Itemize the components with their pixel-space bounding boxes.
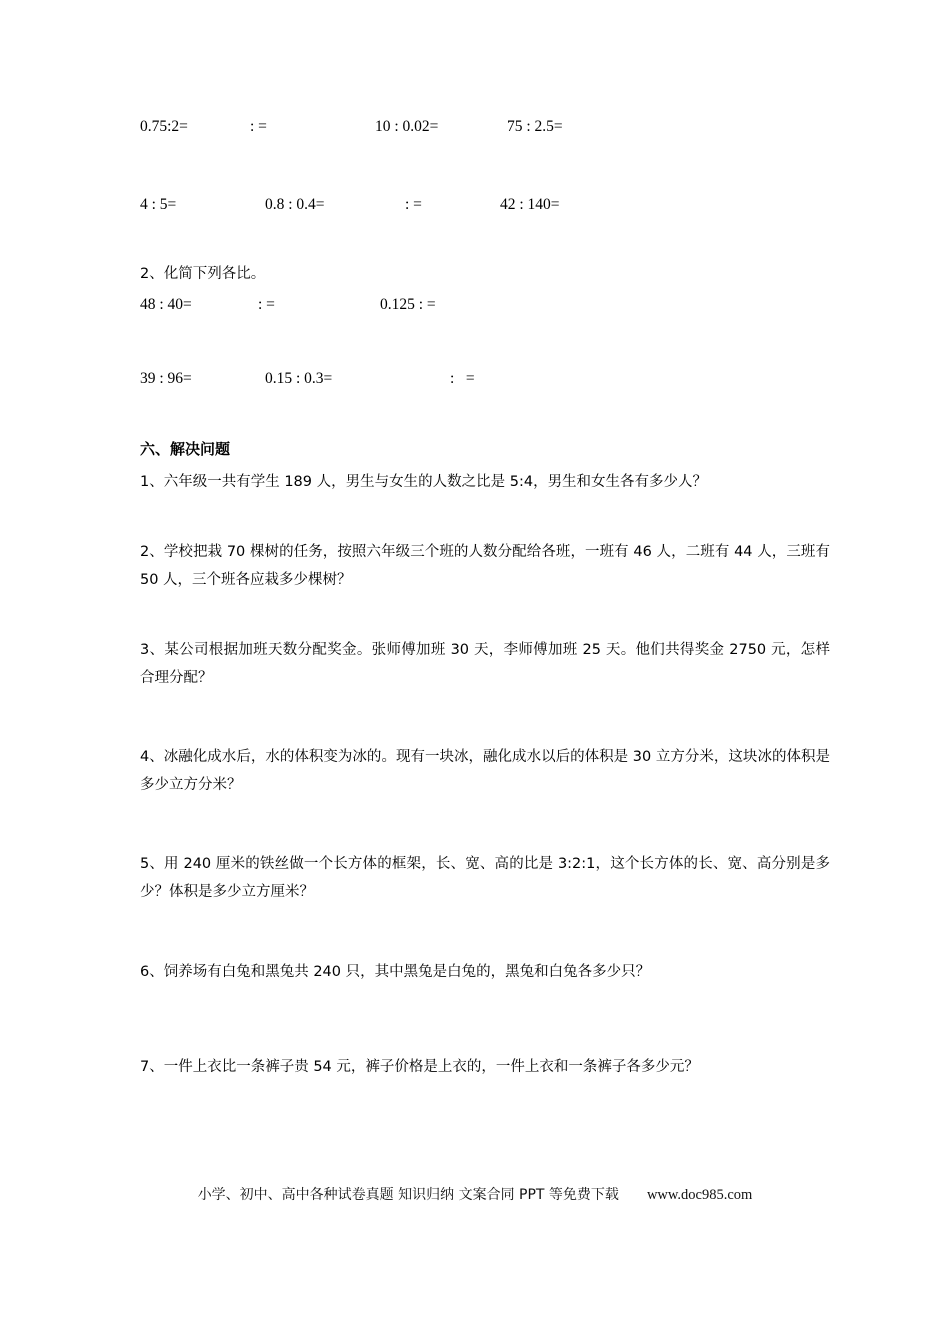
ratio-item: : = — [405, 196, 422, 213]
solve-section-heading: 六、解决问题 — [140, 440, 231, 458]
ratio-item: 42 : 140= — [500, 196, 560, 213]
ratio-exercise-row-1 — [0, 118, 950, 142]
question-item: 7、一件上衣比一条裤子贵 54 元，裤子价格是上衣的，一件上衣和一条裤子各多少元？ — [140, 1059, 699, 1075]
simplify-row-1 — [0, 296, 950, 320]
simplify-row-2 — [0, 370, 950, 394]
question-item: 1、六年级一共有学生 189 人，男生与女生的人数之比是 5:4，男生和女生各有多少人？ — [140, 474, 708, 490]
simplify-section-heading: 2、化简下列各比。 — [140, 266, 266, 282]
simplify-item: 0.125 : = — [380, 296, 436, 313]
simplify-item: 48 : 40= — [140, 296, 192, 313]
ratio-item: 10 : 0.02= — [375, 118, 439, 135]
simplify-item: : = — [450, 370, 475, 387]
footer-text: 小学、初中、高中各种试卷真题 知识归纳 文案合同 PPT 等免费下载 — [197, 1187, 619, 1203]
question-item: 2、学校把栽 70 棵树的任务，按照六年级三个班的人数分配给各班，一班有 46 人，二班有 44 人，三班有 50 人，三个班各应栽多少棵树？ — [140, 544, 830, 589]
question-item: 6、饲养场有白兔和黑兔共 240 只，其中黑兔是白兔的，黑兔和白兔各多少只？ — [140, 964, 651, 980]
ratio-item: 4 : 5= — [140, 196, 177, 213]
simplify-item: : = — [258, 296, 275, 313]
simplify-item: 0.15 : 0.3= — [265, 370, 333, 387]
question-item: 4、冰融化成水后，水的体积变为冰的。现有一块冰，融化成水以后的体积是 30 立方分米，这块冰的体积是多少立方分米？ — [140, 749, 830, 794]
ratio-exercise-row-2 — [0, 196, 950, 220]
simplify-item: 39 : 96= — [140, 370, 192, 387]
ratio-item: 0.75:2= — [140, 118, 188, 135]
question-item: 5、用 240 厘米的铁丝做一个长方体的框架，长、宽、高的比是 3:2:1，这个长方体的长、宽、高分别是多少？体积是多少立方厘米？ — [140, 856, 830, 901]
footer-url: www.doc985.com — [646, 1187, 753, 1203]
ratio-item: : = — [250, 118, 267, 135]
question-item: 3、某公司根据加班天数分配奖金。张师傅加班 30 天，李师傅加班 25 天。他们共得奖金 2750 元，怎样合理分配？ — [140, 642, 830, 687]
ratio-item: 75 : 2.5= — [507, 118, 563, 135]
ratio-item: 0.8 : 0.4= — [265, 196, 325, 213]
page-footer — [0, 1184, 950, 1204]
